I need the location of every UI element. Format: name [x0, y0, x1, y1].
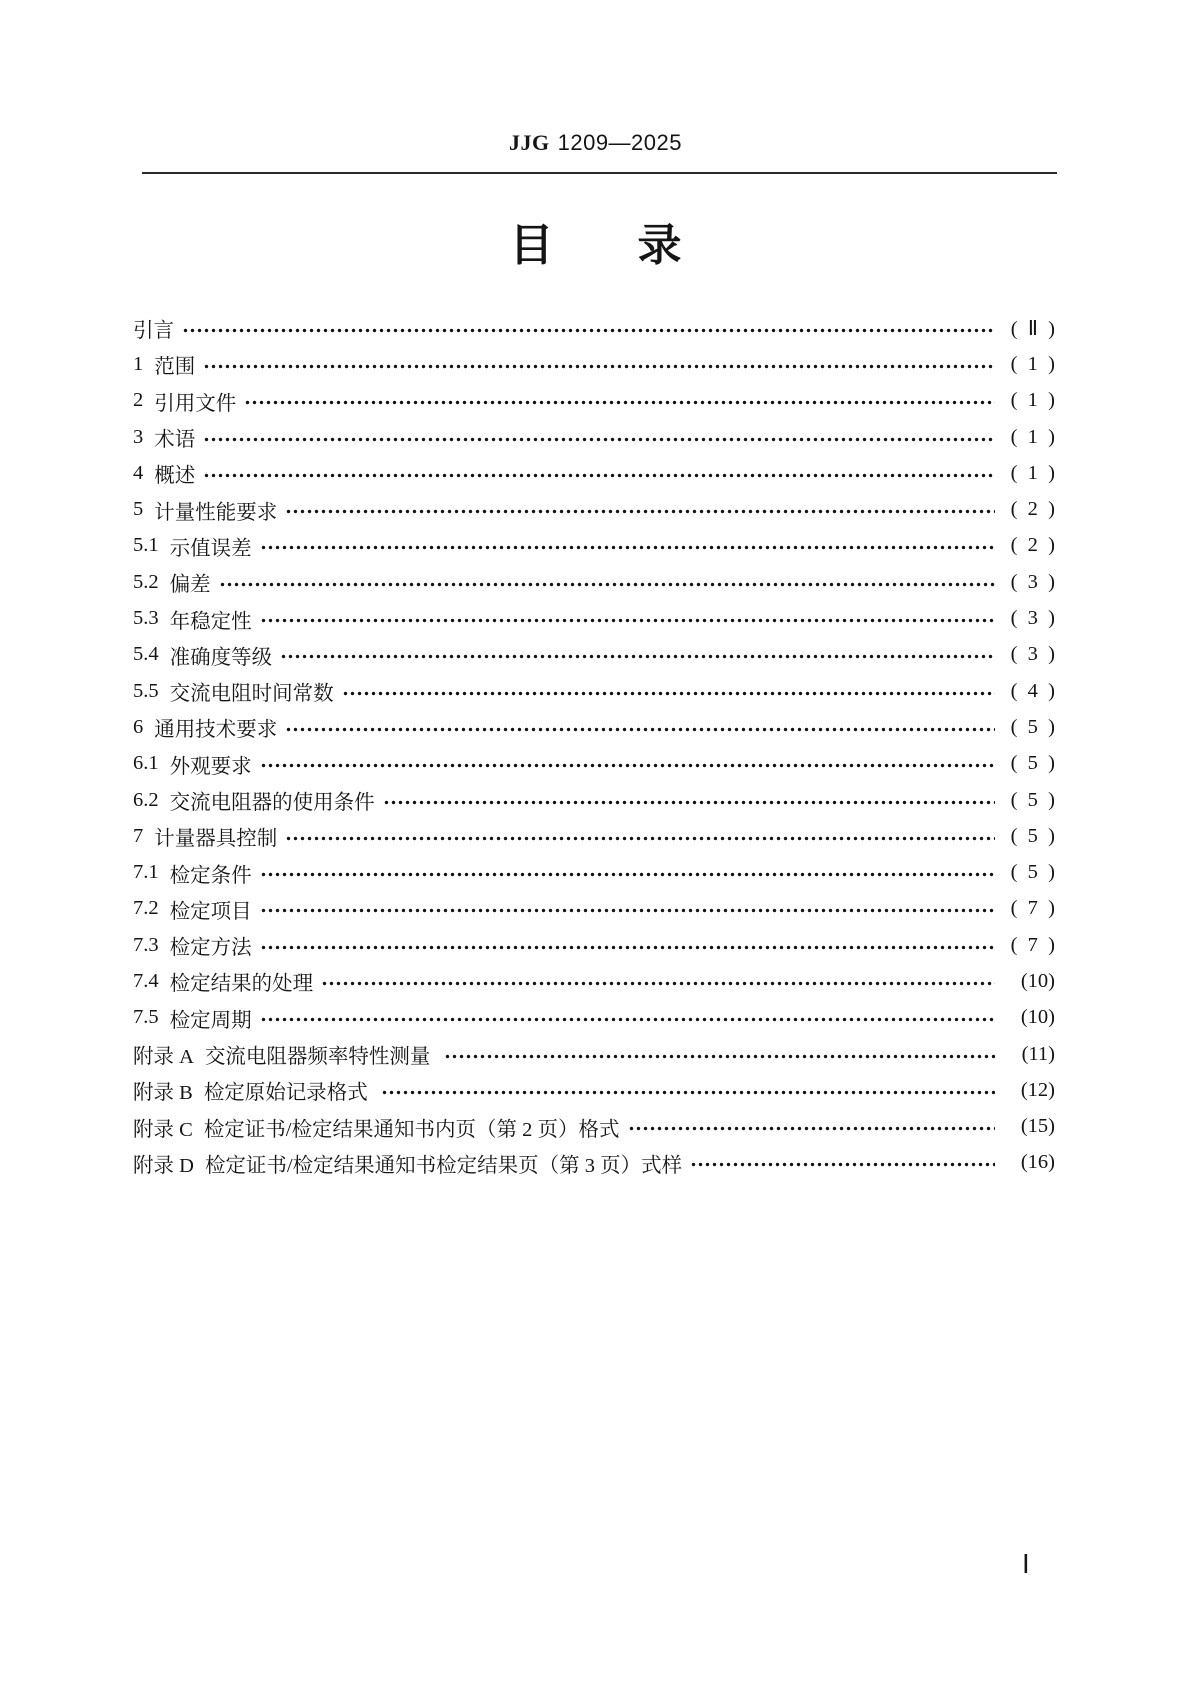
toc-entry-page: ( 7 ) — [1010, 897, 1055, 920]
toc-entry-page: ( 2 ) — [1010, 534, 1055, 557]
toc-entry-title: 偏差 — [169, 574, 211, 597]
toc-entry — [133, 927, 1055, 963]
toc-entry — [133, 419, 1055, 455]
toc-entry — [133, 600, 1055, 636]
toc-entry-page: ( 1 ) — [1010, 461, 1055, 484]
toc-entry-number: 5 — [133, 498, 144, 521]
toc-entry — [133, 346, 1055, 382]
toc-entry-title: 年稳定性 — [169, 610, 252, 633]
toc-entry-number: 5.3 — [133, 607, 159, 630]
toc-entry-page: ( 3 ) — [1010, 607, 1055, 630]
toc-entry — [133, 528, 1055, 564]
toc-entry-title: 交流电阻时间常数 — [169, 683, 334, 706]
toc-entry-number: 7.2 — [133, 897, 159, 920]
toc-entry-title: 计量器具控制 — [154, 828, 278, 851]
toc-entry-title: 引言 — [133, 320, 174, 343]
toc-dot-leader — [260, 906, 995, 915]
toc-entry-title: 交流电阻器频率特性测量 — [204, 1046, 436, 1069]
toc-entry-title: 检定结果的处理 — [169, 973, 314, 996]
toc-entry-page: (11) — [1021, 1042, 1055, 1065]
toc-entry-page: ( Ⅱ ) — [1010, 317, 1055, 340]
toc-entry-number: 7.1 — [133, 861, 159, 884]
toc-dot-leader — [383, 798, 995, 807]
toc-list — [133, 310, 1055, 1181]
toc-dot-leader — [203, 435, 995, 444]
toc-dot-leader — [244, 398, 995, 407]
toc-dot-leader — [381, 1088, 995, 1097]
toc-entry-number: 3 — [133, 425, 144, 448]
toc-dot-leader — [285, 507, 995, 516]
toc-entry — [133, 1000, 1055, 1036]
toc-entry-page: ( 5 ) — [1010, 824, 1055, 847]
toc-entry — [133, 564, 1055, 600]
toc-entry-title: 计量性能要求 — [154, 501, 278, 524]
toc-entry-number: 附录 C — [133, 1118, 193, 1141]
toc-entry-page: ( 5 ) — [1010, 788, 1055, 811]
toc-entry-number: 附录 B — [133, 1082, 193, 1105]
toc-entry-title: 检定原始记录格式 — [203, 1082, 373, 1105]
toc-entry-page: (12) — [1020, 1078, 1055, 1101]
toc-dot-leader — [321, 979, 995, 988]
toc-entry — [133, 383, 1055, 419]
toc-entry-title: 示值误差 — [169, 537, 252, 560]
toc-entry — [133, 709, 1055, 745]
toc-entry — [133, 854, 1055, 890]
toc-entry — [133, 746, 1055, 782]
toc-entry-number: 6.1 — [133, 752, 159, 775]
document-header — [0, 130, 1191, 156]
toc-dot-leader — [260, 1015, 995, 1024]
toc-entry-title: 检定方法 — [169, 937, 252, 960]
page-title-char-first: 目 — [509, 221, 554, 270]
toc-entry-page: ( 1 ) — [1010, 352, 1055, 375]
header-rule-divider — [142, 172, 1057, 174]
toc-entry-page: (10) — [1020, 1006, 1055, 1029]
toc-dot-leader — [260, 616, 995, 625]
toc-entry-number: 7.3 — [133, 933, 159, 956]
toc-entry-title: 引用文件 — [154, 392, 237, 415]
toc-entry — [133, 1109, 1055, 1145]
toc-entry-title: 术语 — [154, 429, 196, 452]
toc-entry-page: ( 7 ) — [1010, 933, 1055, 956]
toc-entry-title: 检定项目 — [169, 900, 252, 923]
toc-entry-number: 附录 A — [133, 1046, 194, 1069]
toc-entry-number: 7 — [133, 824, 144, 847]
toc-entry-page: (16) — [1020, 1151, 1055, 1174]
toc-entry — [133, 963, 1055, 999]
footer-page-number: Ⅰ — [1022, 1550, 1030, 1579]
toc-entry-page: ( 4 ) — [1010, 679, 1055, 702]
toc-entry-number: 7.4 — [133, 969, 159, 992]
toc-entry-page: (15) — [1020, 1115, 1055, 1138]
toc-entry-page: ( 3 ) — [1010, 570, 1055, 593]
toc-dot-leader — [203, 362, 995, 371]
toc-entry — [133, 455, 1055, 491]
page-title — [0, 221, 1191, 270]
toc-entry — [133, 491, 1055, 527]
toc-entry-page: ( 5 ) — [1010, 861, 1055, 884]
toc-entry-number: 5.2 — [133, 570, 159, 593]
toc-entry-page: ( 3 ) — [1010, 643, 1055, 666]
standard-code-number: 1209—2025 — [557, 130, 682, 155]
toc-entry-number: 6.2 — [133, 788, 159, 811]
toc-entry-title: 外观要求 — [169, 755, 252, 778]
toc-entry-number: 7.5 — [133, 1006, 159, 1029]
toc-entry-title: 准确度等级 — [169, 646, 273, 669]
toc-entry-page: ( 5 ) — [1010, 752, 1055, 775]
toc-entry — [133, 673, 1055, 709]
toc-entry — [133, 637, 1055, 673]
toc-entry-page: (10) — [1020, 969, 1055, 992]
toc-dot-leader — [342, 689, 995, 698]
toc-entry — [133, 1145, 1055, 1181]
toc-entry-page: ( 1 ) — [1010, 425, 1055, 448]
toc-entry-title: 检定证书/检定结果通知书检定结果页（第 3 页）式样 — [204, 1154, 683, 1177]
toc-entry-title: 通用技术要求 — [154, 719, 278, 742]
toc-dot-leader — [260, 761, 995, 770]
toc-dot-leader — [203, 471, 995, 480]
toc-entry-title: 范围 — [154, 356, 196, 379]
toc-entry — [133, 782, 1055, 818]
toc-entry — [133, 818, 1055, 854]
standard-code-prefix: JJG — [508, 130, 550, 155]
toc-dot-leader — [690, 1160, 995, 1169]
toc-dot-leader — [285, 725, 995, 734]
toc-entry-title: 检定条件 — [169, 864, 252, 887]
toc-entry-page: ( 5 ) — [1010, 715, 1055, 738]
toc-entry — [133, 1072, 1055, 1108]
toc-entry-number: 5.4 — [133, 643, 159, 666]
toc-entry — [133, 1036, 1055, 1072]
toc-dot-leader — [280, 652, 995, 661]
toc-entry-number: 2 — [133, 389, 144, 412]
toc-entry-number: 6 — [133, 715, 144, 738]
toc-entry-number: 5.5 — [133, 679, 159, 702]
toc-entry-page: ( 1 ) — [1010, 389, 1055, 412]
toc-entry-title: 概述 — [154, 465, 196, 488]
toc-entry-number: 4 — [133, 461, 144, 484]
toc-entry-number: 5.1 — [133, 534, 159, 557]
toc-entry — [133, 891, 1055, 927]
toc-entry-title: 检定证书/检定结果通知书内页（第 2 页）格式 — [203, 1118, 620, 1141]
toc-entry-title: 检定周期 — [169, 1009, 252, 1032]
toc-dot-leader — [260, 870, 995, 879]
toc-entry-number: 1 — [133, 352, 144, 375]
toc-entry-title: 交流电阻器的使用条件 — [169, 792, 375, 814]
toc-dot-leader — [285, 834, 995, 843]
toc-dot-leader — [219, 580, 995, 589]
toc-dot-leader — [260, 943, 995, 952]
toc-dot-leader — [628, 1124, 995, 1133]
page-title-char-second: 录 — [637, 221, 682, 270]
toc-dot-leader — [182, 326, 995, 335]
toc-entry — [133, 310, 1055, 346]
toc-dot-leader — [260, 543, 995, 552]
toc-entry-number: 附录 D — [133, 1154, 194, 1177]
toc-entry-page: ( 2 ) — [1010, 498, 1055, 521]
toc-dot-leader — [444, 1052, 995, 1061]
